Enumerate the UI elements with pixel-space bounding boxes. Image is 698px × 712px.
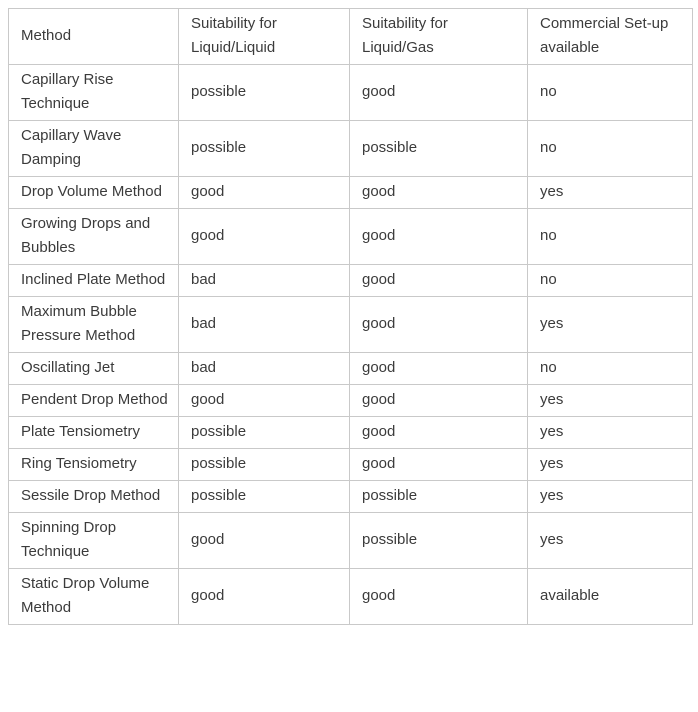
method-name-cell: Ring Tensiometry <box>9 449 179 481</box>
methods-table <box>8 8 693 625</box>
table-row <box>9 385 693 417</box>
table-row <box>9 481 693 513</box>
liquid-gas-cell: good <box>350 569 528 625</box>
commercial-setup-cell: yes <box>528 297 693 353</box>
liquid-gas-cell: good <box>350 65 528 121</box>
liquid-liquid-cell: good <box>179 385 350 417</box>
commercial-setup-cell: no <box>528 265 693 297</box>
table-header <box>9 9 693 65</box>
table-row <box>9 297 693 353</box>
liquid-liquid-cell: bad <box>179 353 350 385</box>
column-header-method: Method <box>9 9 179 65</box>
liquid-gas-cell: possible <box>350 481 528 513</box>
commercial-setup-cell: no <box>528 353 693 385</box>
liquid-liquid-cell: bad <box>179 297 350 353</box>
table-row <box>9 569 693 625</box>
table-row <box>9 209 693 265</box>
method-name-cell: Maximum Bubble Pressure Method <box>9 297 179 353</box>
commercial-setup-cell: yes <box>528 177 693 209</box>
liquid-liquid-cell: possible <box>179 417 350 449</box>
table-row <box>9 353 693 385</box>
commercial-setup-cell: no <box>528 209 693 265</box>
liquid-liquid-cell: good <box>179 177 350 209</box>
table-row <box>9 121 693 177</box>
liquid-gas-cell: possible <box>350 513 528 569</box>
table-row <box>9 265 693 297</box>
column-header-suitability-liquid-liquid: Suitability for Liquid/Liquid <box>179 9 350 65</box>
liquid-gas-cell: good <box>350 417 528 449</box>
liquid-liquid-cell: bad <box>179 265 350 297</box>
liquid-liquid-cell: good <box>179 569 350 625</box>
method-name-cell: Inclined Plate Method <box>9 265 179 297</box>
table-row <box>9 449 693 481</box>
liquid-liquid-cell: good <box>179 209 350 265</box>
liquid-gas-cell: good <box>350 449 528 481</box>
method-name-cell: Spinning Drop Technique <box>9 513 179 569</box>
commercial-setup-cell: yes <box>528 481 693 513</box>
commercial-setup-cell: yes <box>528 385 693 417</box>
liquid-liquid-cell: possible <box>179 121 350 177</box>
method-name-cell: Capillary Rise Technique <box>9 65 179 121</box>
liquid-gas-cell: good <box>350 353 528 385</box>
liquid-gas-cell: good <box>350 297 528 353</box>
table-body <box>9 65 693 625</box>
commercial-setup-cell: available <box>528 569 693 625</box>
commercial-setup-cell: no <box>528 65 693 121</box>
liquid-gas-cell: good <box>350 177 528 209</box>
column-header-suitability-liquid-gas: Suitability for Liquid/Gas <box>350 9 528 65</box>
liquid-gas-cell: good <box>350 265 528 297</box>
table-row <box>9 513 693 569</box>
method-name-cell: Static Drop Volume Method <box>9 569 179 625</box>
liquid-gas-cell: possible <box>350 121 528 177</box>
liquid-gas-cell: good <box>350 385 528 417</box>
commercial-setup-cell: yes <box>528 417 693 449</box>
header-row <box>9 9 693 65</box>
liquid-liquid-cell: possible <box>179 449 350 481</box>
commercial-setup-cell: no <box>528 121 693 177</box>
table-row <box>9 417 693 449</box>
column-header-commercial-setup: Commercial Set-up available <box>528 9 693 65</box>
table-row <box>9 65 693 121</box>
liquid-gas-cell: good <box>350 209 528 265</box>
method-name-cell: Capillary Wave Damping <box>9 121 179 177</box>
commercial-setup-cell: yes <box>528 513 693 569</box>
liquid-liquid-cell: possible <box>179 481 350 513</box>
method-name-cell: Plate Tensiometry <box>9 417 179 449</box>
method-name-cell: Growing Drops and Bubbles <box>9 209 179 265</box>
method-name-cell: Drop Volume Method <box>9 177 179 209</box>
commercial-setup-cell: yes <box>528 449 693 481</box>
liquid-liquid-cell: good <box>179 513 350 569</box>
liquid-liquid-cell: possible <box>179 65 350 121</box>
method-name-cell: Pendent Drop Method <box>9 385 179 417</box>
method-name-cell: Oscillating Jet <box>9 353 179 385</box>
method-name-cell: Sessile Drop Method <box>9 481 179 513</box>
table-row <box>9 177 693 209</box>
